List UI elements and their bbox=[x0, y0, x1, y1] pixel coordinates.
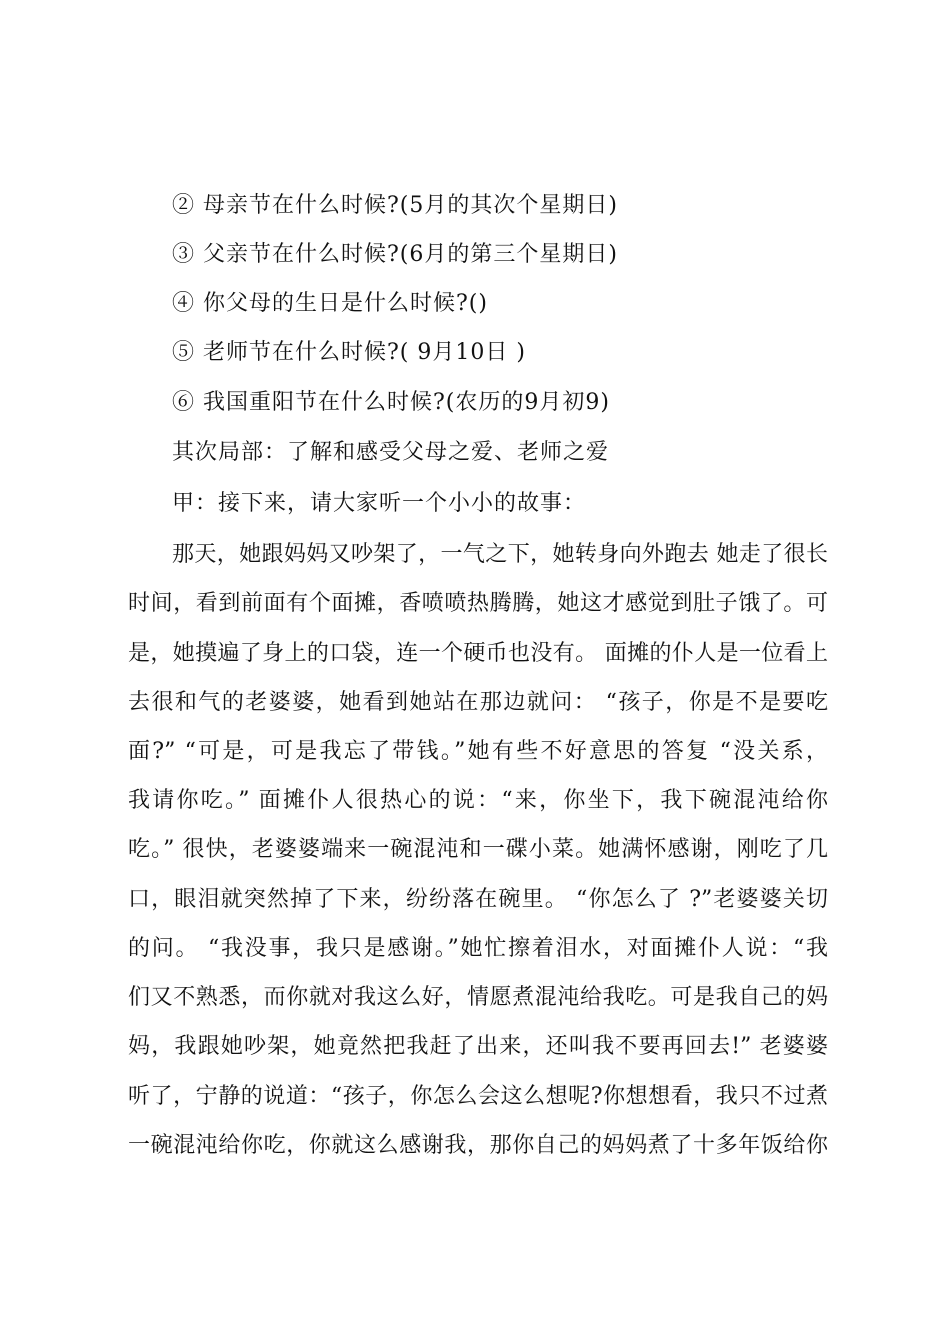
list-item-fathers-day: ③ 父亲节在什么时候?(6月的第三个星期日) bbox=[172, 242, 618, 267]
story-line-7: 吃。” 很快，老婆婆端来一碗混沌和一碟小菜。她满怀感谢，刚吃了几 bbox=[128, 837, 828, 862]
story-line-5: 面?” “可是，可是我忘了带钱。”她有些不好意思的答复 “没关系， bbox=[128, 739, 828, 764]
section-heading: 其次局部：了解和感受父母之爱、老师之爱 bbox=[172, 440, 610, 465]
story-line-6: 我请你吃。” 面摊仆人很热心的说：“来，你坐下，我下碗混沌给你 bbox=[128, 788, 828, 813]
list-item-double-ninth: ⑥ 我国重阳节在什么时候?(农历的9月初9) bbox=[172, 390, 610, 415]
story-line-8: 口，眼泪就突然掉了下来，纷纷落在碗里。 “你怎么了 ?”老婆婆关切 bbox=[128, 887, 828, 912]
story-line-4: 去很和气的老婆婆，她看到她站在那边就问： “孩子，你是不是要吃 bbox=[128, 690, 828, 715]
story-line-3: 是，她摸遍了身上的口袋，连一个硬币也没有。 面摊的仆人是一位看上 bbox=[128, 641, 828, 666]
list-item-teachers-day: ⑤ 老师节在什么时候?( 9月10日 ) bbox=[172, 340, 526, 365]
list-item-mothers-day: ② 母亲节在什么时候?(5月的其次个星期日) bbox=[172, 193, 618, 218]
story-line-1: 那天，她跟妈妈又吵架了，一气之下，她转身向外跑去 她走了很长 bbox=[172, 542, 828, 567]
story-line-12: 听了，宁静的说道：“孩子，你怎么会这么想呢?你想想看，我只不过煮 bbox=[128, 1084, 828, 1109]
story-line-11: 妈，我跟她吵架，她竟然把我赶了出来，还叫我不要再回去!” 老婆婆 bbox=[128, 1034, 828, 1059]
story-line-2: 时间，看到前面有个面摊，香喷喷热腾腾，她这才感觉到肚子饿了。可 bbox=[128, 591, 828, 616]
story-line-9: 的问。 “我没事，我只是感谢。”她忙擦着泪水，对面摊仆人说：“我 bbox=[128, 936, 828, 961]
intro-line: 甲：接下来，请大家听一个小小的故事： bbox=[172, 491, 587, 516]
list-item-parents-birthday: ④ 你父母的生日是什么时候?() bbox=[172, 291, 488, 316]
story-line-13: 一碗混沌给你吃，你就这么感谢我，那你自己的妈妈煮了十多年饭给你 bbox=[128, 1133, 828, 1158]
story-line-10: 们又不熟悉，而你就对我这么好，情愿煮混沌给我吃。可是我自己的妈 bbox=[128, 985, 828, 1010]
